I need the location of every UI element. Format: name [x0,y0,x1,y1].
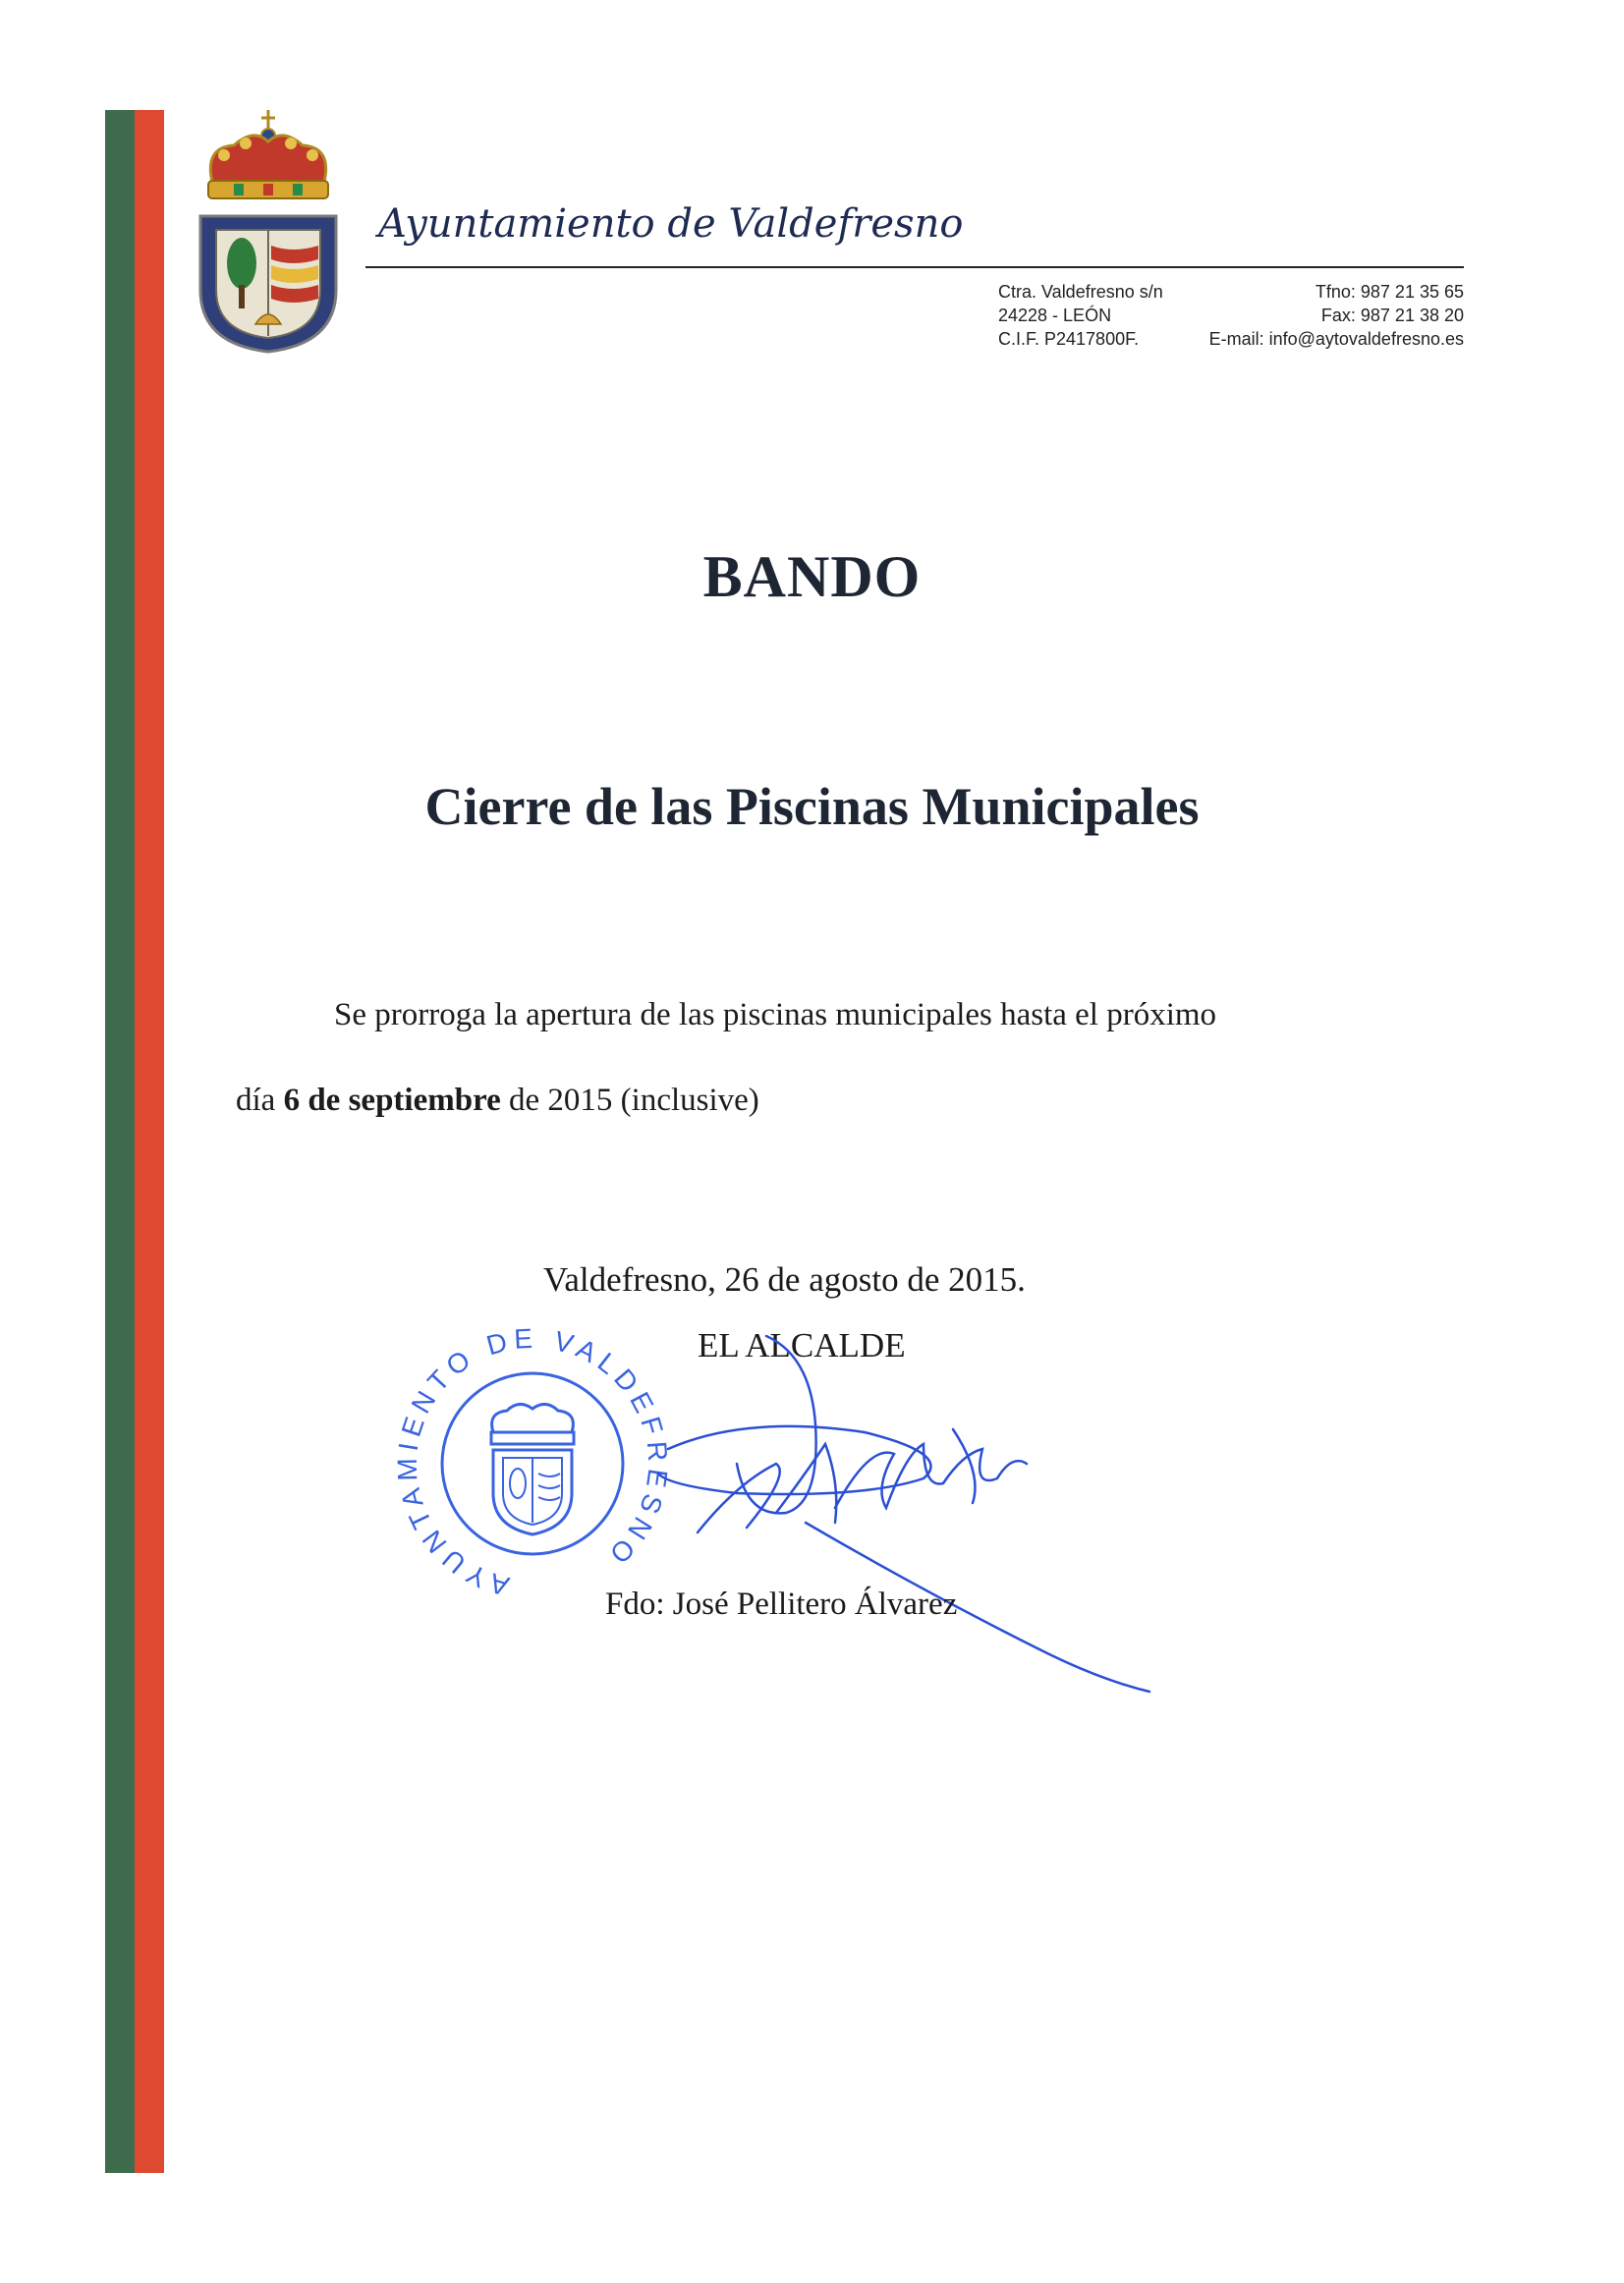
body-line-1: Se prorroga la apertura de las piscinas municipales hasta el próximo [334,997,1217,1032]
org-name: Ayuntamiento de Valdefresno [378,201,964,247]
address-block [998,280,1163,351]
signer-name: Fdo: José Pellitero Álvarez [605,1587,958,1622]
contact-block [1179,280,1464,351]
flag-stripe-green [105,110,135,2173]
body-line-2-pre: día [236,1083,284,1118]
address-line: 24228 - LEÓN [998,306,1112,325]
body-line-2-date: 6 de septiembre [283,1083,501,1118]
body-line-2-post: de 2015 (inclusive) [500,1083,759,1118]
address-line: C.I.F. P2417800F. [998,329,1140,349]
signatory-role: EL ALCALDE [698,1326,906,1364]
flag-stripe-red [135,110,164,2173]
header-divider [365,266,1464,268]
email-line: E-mail: info@aytovaldefresno.es [1208,329,1464,349]
document-title: BANDO [702,544,922,609]
handwritten-signature [629,1316,1179,1749]
document-subtitle: Cierre de las Piscinas Municipales [424,777,1200,836]
place-date: Valdefresno, 26 de agosto de 2015. [543,1260,1026,1299]
seal-text: AYUNTAMIENTO DE VALDEFRESNO [391,1322,674,1601]
coat-of-arms-icon [195,108,342,354]
body-line-2 [236,1083,759,1119]
fax-line: Fax: 987 21 38 20 [1320,306,1464,325]
address-line: Ctra. Valdefresno s/n [998,282,1163,302]
phone-line: Tfno: 987 21 35 65 [1315,282,1464,302]
